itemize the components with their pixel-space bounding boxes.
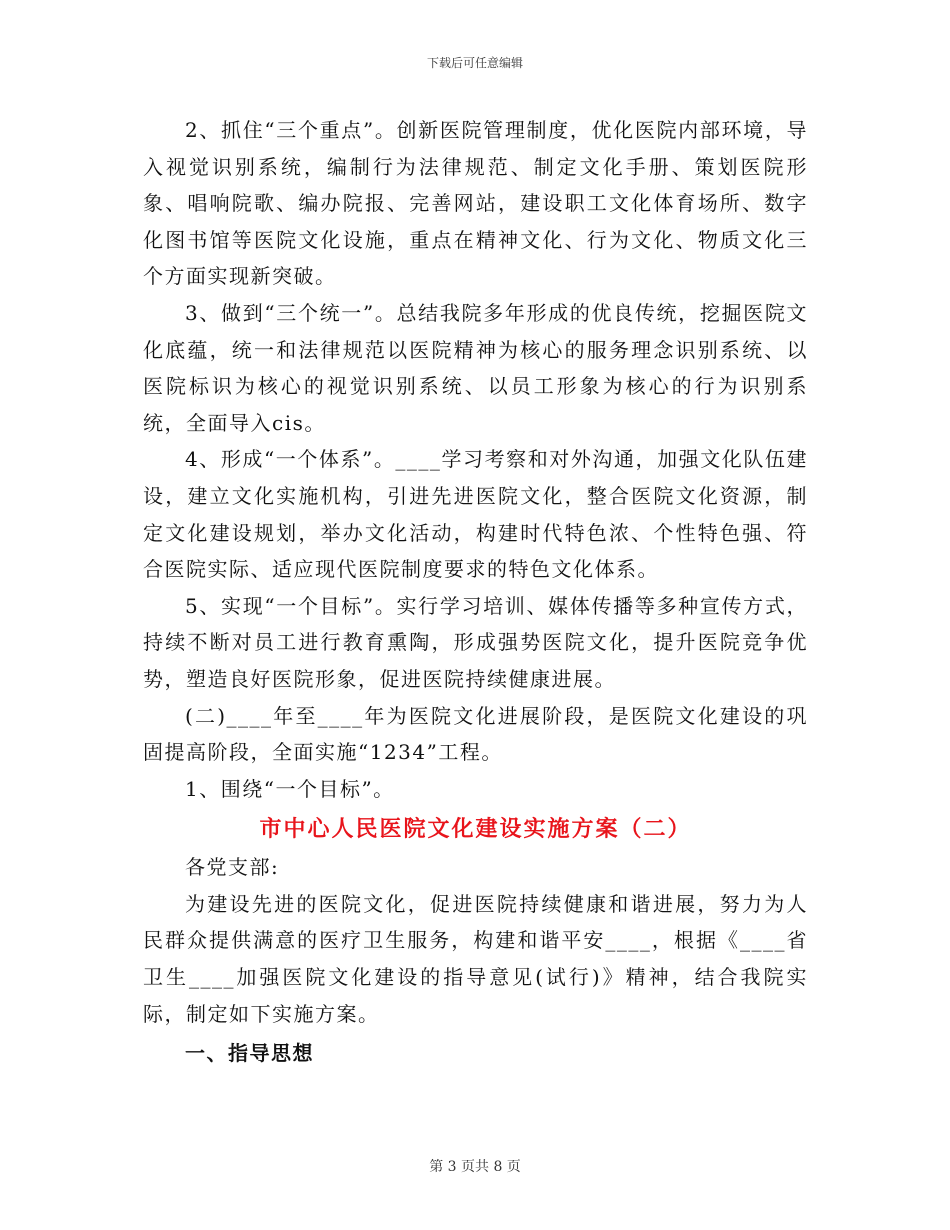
paragraph-point-2: 2、抓住“三个重点”。创新医院管理制度，优化医院内部环境，导入视觉识别系统，编制行为法律规范、制定文化手册、策划医院形象、唱响院歌、编办院报、完善网站，建设职工文化体育场所、数字化图书馆等医院文化设施，重点在精神文化、行为文化、物质文化三个方面实现新突破。: [143, 118, 808, 289]
intro-paragraph: 为建设先进的医院文化，促进医院持续健康和谐进展，努力为人民群众提供满意的医疗卫生服务，构建和谐平安____，根据《____省卫生____加强医院文化建设的指导意见(试行)》精神，结合我院实际，制定如下实施方案。: [143, 891, 808, 1026]
paragraph-point-5: 5、实现“一个目标”。实行学习培训、媒体传播等多种宣传方式，持续不断对员工进行教育熏陶，形成强势医院文化，提升医院竞争优势，塑造良好医院形象，促进医院持续健康进展。: [143, 593, 808, 691]
section-heading-guiding-ideology: 一、指导思想: [185, 1041, 314, 1066]
paragraph-phase-2: (二)____年至____年为医院文化进展阶段，是医院文化建设的巩固提高阶段，全面实施“1234”工程。: [143, 703, 808, 765]
paragraph-target-1: 1、围绕“一个目标”。: [185, 776, 395, 801]
paragraph-point-3: 3、做到“三个统一”。总结我院多年形成的优良传统，挖掘医院文化底蕴，统一和法律规范以医院精神为核心的服务理念识别系统、以医院标识为核心的视觉识别系统、以员工形象为核心的行为识别系统，全面导入cis。: [143, 300, 808, 435]
salutation: 各党支部:: [185, 855, 280, 880]
page-footer: 第 3 页共 8 页: [429, 1159, 521, 1175]
document-body: [143, 112, 808, 1072]
page-header: 下载后可任意编辑: [426, 56, 523, 70]
paragraph-point-4: 4、形成“一个体系”。____学习考察和对外沟通，加强文化队伍建设，建立文化实施机构，引进先进医院文化，整合医院文化资源，制定文化建设规划，举办文化活动，构建时代特色浓、个性特色强、符合医院实际、适应现代医院制度要求的特色文化体系。: [143, 447, 808, 582]
document-title: 市中心人民医院文化建设实施方案（二）: [259, 816, 692, 843]
